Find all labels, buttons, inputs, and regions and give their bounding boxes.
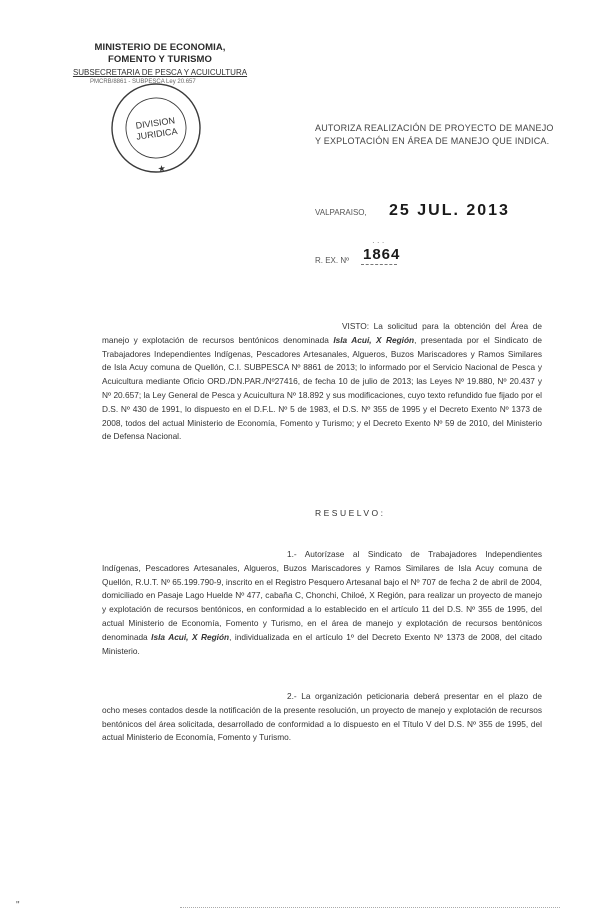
article-2-paragraph: 2.- La organización peticionaria deberá presentar en el plazo de ocho meses contados desde la notificación de la presente resolución, un proyecto de manejo y explotación de recursos bentónicos del área solicitada, desarrollado de conformidad a lo dispuesto en el Título V del D.S. Nº 355 de 1995, del actual Ministerio de Economía, Fomento y Turismo. (102, 691, 542, 743)
date-row (315, 202, 575, 224)
ministry-name-line2: FOMENTO Y TURISMO (107, 54, 213, 65)
ministry-name-line1: MINISTERIO DE ECONOMIA, (94, 42, 226, 53)
date-stamp: 25 JUL. 2013 (389, 202, 510, 219)
resolution-underline (361, 264, 397, 265)
article-1-text-b: , individualizada en el artículo 1º del Decreto Exento Nº 1373 de 2008, del citado Ministerio. (102, 631, 542, 656)
visto-paragraph (102, 320, 542, 444)
stamp-center-line1: DIVISION (135, 115, 176, 131)
article-1-place-name: Isla Acui, X Región (151, 631, 230, 642)
subject-line2: Y EXPLOTACIÓN EN ÁREA DE MANEJO QUE INDICA. (315, 136, 550, 146)
reference-initials: PMCRB/8861 - SUBPESCA Ley 20.657 (90, 79, 196, 85)
visto-text-a: La solicitud para la obtención del Área de manejo y explotación de recursos bentónicos denominada (102, 321, 542, 345)
division-juridica-stamp (108, 80, 204, 176)
divider-dots: · · · (372, 238, 385, 247)
footer-rule (180, 907, 560, 908)
resolution-number-row (315, 246, 515, 268)
star-icon: ★ (157, 163, 167, 175)
stamp-center-line2: JURIDICA (135, 126, 179, 142)
page-mark: " (16, 900, 20, 911)
subject-line1: AUTORIZA REALIZACIÓN DE PROYECTO DE MANEJO (315, 123, 554, 133)
subsecretaria-name: SUBSECRETARIA DE PESCA Y ACUICULTURA (72, 68, 248, 77)
article-1-paragraph (102, 548, 542, 658)
article-1-text-a: 1.- Autorízase al Sindicato de Trabajadores Independientes Indígenas, Pescadores Artesanales, Algueros, Buzos Mariscadores y Ramos Similares de Isla Acuy comuna de Quellón, R.U.T. Nº 65.199.790-9, inscrito en el Registro Pesquero Artesanal bajo el Nº 707 de fecha 2 de abril de 2004, domiciliado en Pasaje Lago Huelde Nº 477, cabaña C, Chonchi, Chiloé, X Región, para realizar un proyecto de manejo y explotación de recursos bentónicos, en conformidad a lo establecido en el artículo 11 del D.S. Nº 355 de 1995, del actual Ministerio de Economía, Fomento y Turismo, en el área de manejo y explotación de recursos bentónicos denominada (102, 549, 542, 642)
resolution-number: 1864 (363, 246, 401, 263)
resolution-label: R. EX. Nº (315, 256, 350, 265)
date-label: VALPARAISO, (315, 208, 367, 217)
resolution-subject (315, 122, 565, 148)
visto-place-name: Isla Acui, X Región (333, 334, 415, 345)
visto-lead: VISTO: (342, 321, 370, 331)
resuelvo-heading: RESUELVO: (315, 508, 386, 518)
visto-text-b: , presentada por el Sindicato de Trabajadores Independientes Indígenas, Pescadores Artesanales, Algueros, Buzos Mariscadores y Ramos Similares de Isla Acuy comuna de Quellón, C.I. SUBPESCA Nº 8861 de 2013; lo informado por el Servicio Nacional de Pesca y Acuicultura mediante Oficio ORD./DN.PAR./Nº27416, de fecha 10 de julio de 2013; las Leyes Nº 19.880, Nº 20.437 y Nº 20.657; la Ley General de Pesca y Acuicultura Nº 18.892 y sus modificaciones, cuyo texto refundido fue fijado por el D.S. Nº 430 de 1991, lo dispuesto en el D.F.L. Nº 5 de 1983, el D.S. Nº 355 de 1995 y el Decreto Exento Nº 1373 de 2008, todos del actual Ministerio de Economía, Fomento y Turismo; y el Decreto Exento Nº 59 de 2010, del Ministerio de Defensa Nacional. (102, 334, 542, 442)
